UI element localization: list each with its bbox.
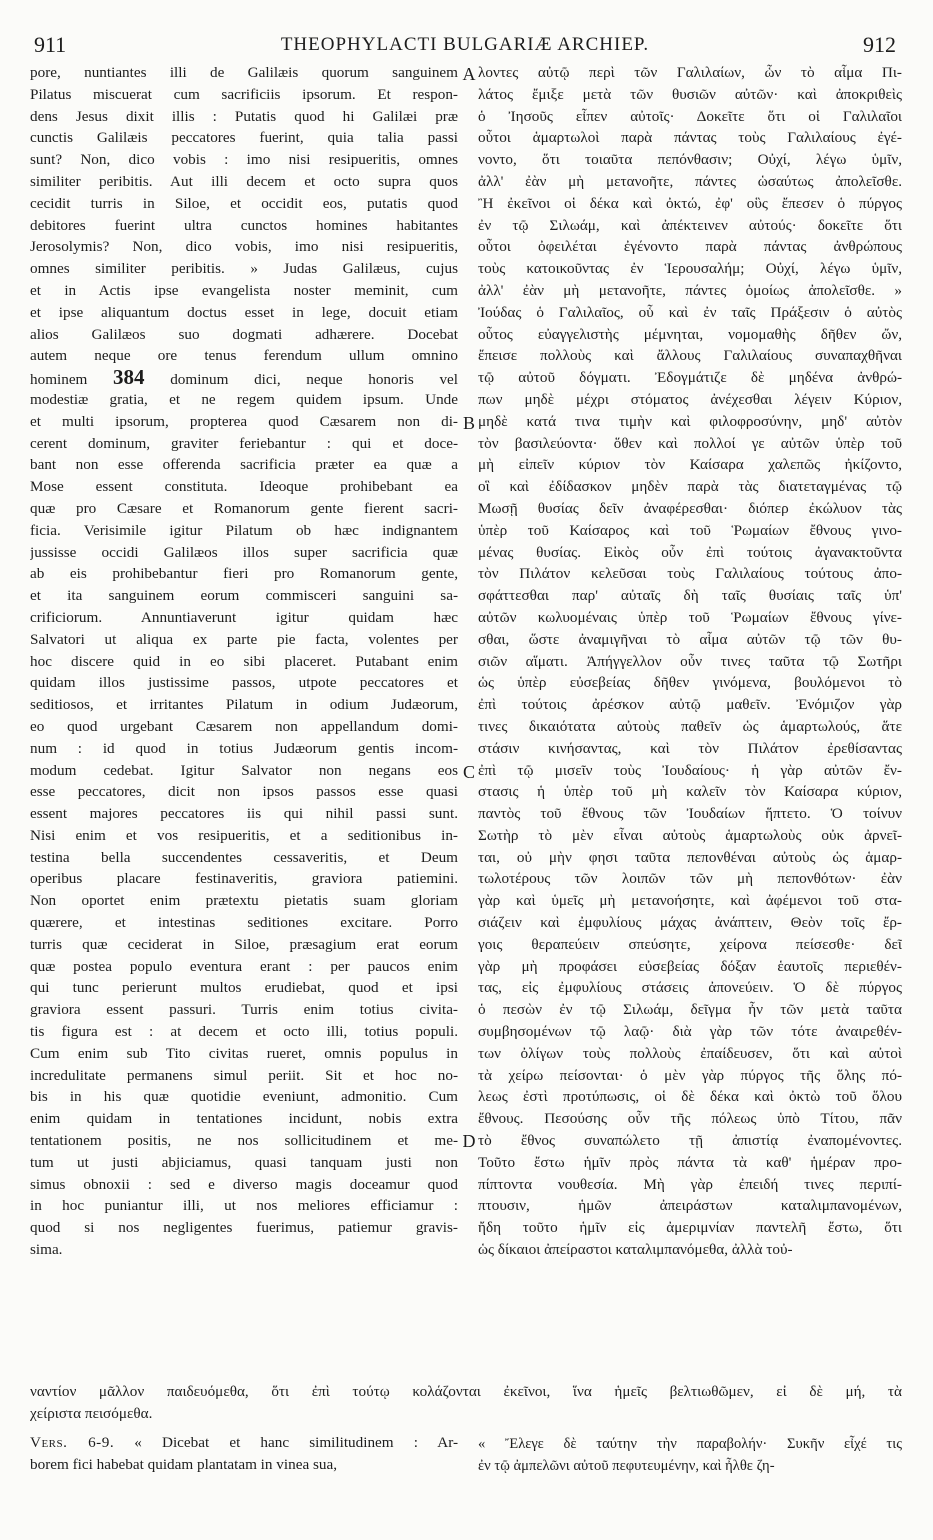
latin-line: Nisi enim et vos resipueritis, et a seditionibus in-: [30, 826, 458, 844]
latin-line: dens Jesus dixit illis : Putatis quod hi Galilæi præ: [30, 107, 458, 125]
latin-line: pore, nuntiantes illi de Galilæis quorum sanguinem: [30, 64, 458, 81]
latin-line: debitores fuerint ultra cunctos homines habitantes: [30, 216, 458, 234]
latin-line: cerent dominum, graviter feriebantur : qui et doce-: [30, 434, 458, 452]
latin-line: ficia. Verisimile igitur Pilatum ob hæc indignantem: [30, 521, 458, 539]
greek-line: ἀλλ' ἐὰν μὴ μετανοῆτε, πάντες ὁμοίως ἀπολεῖσθε. »: [478, 281, 902, 299]
greek-line: γοις θεραπεύειν σπεύσητε, χείρονα πείσεσθε· δεῖ: [478, 935, 902, 953]
latin-line: eo quod urgebant Cæsarem non appellandum domi-: [30, 717, 458, 735]
latin-line: in hoc puniantur illi, ut nos meliores efficiamur :: [30, 1197, 458, 1215]
running-header: [34, 32, 896, 56]
greek-line: ὑπὲρ τοῦ Καίσαρος καὶ τοῦ Ῥωμαίων ἔθνους γινο-: [478, 521, 902, 539]
marginal-page-number: 384: [113, 367, 145, 389]
latin-line: bant non esse offerenda sacrificia præter ea quæ a: [30, 456, 458, 474]
latin-line: sima.: [30, 1241, 63, 1259]
latin-line: essent majores peccatores iis qui nihil passi sunt.: [30, 805, 458, 823]
greek-line: ται, οὐ μὴν φησι ταῦτα πεπονθέναι αὐτοὺς ὡς ἁμαρ-: [478, 848, 902, 866]
latin-line: Pilatus miscuerat cum sacrificiis ipsorum. Et respon-: [30, 85, 458, 103]
margin-letter-b: B: [462, 413, 475, 433]
latin-line: modum cedebat. Igitur Salvator non negans eos: [30, 761, 458, 779]
greek-line: σθαι, ὥστε ἀναμιγῆναι τὸ αἷμα αὐτῶν τῷ τῶν θυ-: [478, 630, 902, 648]
greek-line: οὗτοι ἁμαρτωλοὶ παρὰ πάντας τοὺς Γαλιλαίους ἐγέ-: [478, 129, 902, 147]
greek-line: συμβησομένων τῷ λαῷ· διὰ γὰρ τῶν τότε ἀναιρεθέν-: [478, 1023, 902, 1041]
verse-latin-block: [30, 1432, 458, 1476]
greek-line: στασις ἡ ὑπὲρ τοῦ μὴ καλεῖν τὸν Καίσαρα κύριον,: [478, 783, 902, 801]
running-title: THEOPHYLACTI BULGARIÆ ARCHIEP.: [280, 34, 650, 55]
greek-line: οἳ καὶ ἐδίδασκον μηδὲν παρὰ τὰς διατεταγμένας τῷ: [478, 478, 902, 496]
latin-line: turris quæ ceciderat in Siloe, præsagium erat eorum: [30, 935, 458, 953]
greek-line: μένας θυσίας. Εἰκὸς οὖν ἐπὶ τούτοις ἀγανακτοῦντα: [478, 543, 902, 561]
latin-line: esse peccatores, dicit non ipsos passos esse quasi: [30, 783, 458, 801]
latin-line: Jerosolymis? Non, dico vobis, imo nisi resipueritis,: [30, 238, 458, 256]
latin-line: simus obnoxii : sed e diverso magis doceamur quod: [30, 1175, 458, 1193]
latin-line: qui tunc perierunt multos erudiebat, quod et ipsi: [30, 979, 458, 997]
verse-latin-line: borem fici habebat quidam plantatam in vinea sua,: [30, 1455, 338, 1473]
greek-line: τὸ ἔθνος συναπώλετο τῇ ἀπιστίᾳ ἐναπομένοντες.: [478, 1132, 902, 1150]
greek-line: ἀλλ' ἐὰν μὴ μετανοῆτε, πάντες ὡσαύτως ἀπολεῖσθε.: [478, 172, 902, 190]
greek-line: τινες δικαιότατα αὐτοὺς παθεῖν ὡς ἁμαρτωλούς, ἅτε: [478, 717, 902, 735]
greek-line: ἤδη τοῦτο ἡμῖν εἰς ἀμεριμνίαν παντελῆ ἔστω, ὅτι: [478, 1219, 902, 1237]
greek-line: τὸν Πιλάτον κελεῦσαι τοὺς Γαλιλαίους τούτους ἀπο-: [478, 565, 902, 583]
greek-line: Ἢ ἐκεῖνοι οἱ δέκα καὶ ὀκτώ, ἐφ' οὓς ἔπεσεν ὁ πύργος: [478, 194, 902, 212]
latin-line: testina bella succendentes cessaveritis, et Deum: [30, 848, 458, 866]
latin-line: quidam illos justissime passos, utpote peccatores et: [30, 674, 458, 692]
greek-line: σφάττεσθαι παρ' αὐταῖς δὴ ταῖς θυσίαις ταῖς ὑπ': [478, 587, 902, 605]
greek-line: λεως ἐστὶ προτύπωσις, οἱ δὲ δέκα καὶ ὀκτὼ τοῦ ὅλου: [478, 1088, 902, 1106]
latin-line: alios Galilæos suo dogmati adhærere. Docebat: [30, 325, 458, 343]
margin-letter-d: D: [462, 1131, 476, 1151]
greek-line: γὰρ μὴ προφάσει εὐσεβείας δόξαν ἑαυτοῖς περιεθέν-: [478, 957, 902, 975]
latin-line: quod si nos negligentes fuerimus, patiemur gravis-: [30, 1219, 458, 1237]
greek-line: ὁ Ἰησοῦς εἶπεν αὐτοῖς· Δοκεῖτε ὅτι οἱ Γαλιλαῖοι: [478, 107, 902, 125]
latin-line: sunt? Non, dico vobis : imo nisi resipueritis, omnes: [30, 151, 458, 169]
latin-line: modestiæ gratia, et ne regem quidem ipsum. Unde: [30, 390, 458, 408]
greek-continuation-line: ναντίον μᾶλλον παιδευόμεθα, ὅτι ἐπὶ τούτῳ κολάζονται ἐκεῖνοι, ἵνα ἡμεῖς βελτιωθῶμεν, εἰ δὲ μή, τὰ: [30, 1383, 902, 1400]
greek-line: πων μηδὲ μέχρι στόματος ἀνέχεσθαι λέγειν Κύριον,: [478, 390, 902, 408]
greek-line: Σωτὴρ τὸ μὲν εἶναι αὐτοὺς ἁμαρτωλοὺς οὐκ ἀρνεῖ-: [478, 826, 902, 844]
latin-line: Salvatori ut aliqua ex parte pie facta, volentes per: [30, 630, 458, 648]
greek-line: οὗτος εὐαγγελιστὴς μέμνηται, νομομαθὴς δῆθεν ὤν,: [478, 325, 902, 343]
verse-greek-line: « Ἔλεγε δὲ ταύτην τὴν παραβολήν· Συκῆν εἶχέ τις: [478, 1436, 902, 1452]
verse-latin-text: « Dicebat et hanc similitudinem : Ar-: [134, 1434, 458, 1451]
greek-continuation-line: χείριστα πεισόμεθα.: [30, 1404, 153, 1422]
greek-line: λάτος ἔμιξε μετὰ τῶν θυσιῶν αὐτῶν· καὶ ἀποκριθεὶς: [478, 85, 902, 103]
greek-line: μηδὲ κατά τινα τιμὴν καὶ φιλοφροσύνην, μηδ' αὐτὸν: [478, 412, 902, 430]
greek-line: ὡς ὑπὲρ εὐσεβείας δῆθεν γινόμενα, βουλόμενοι τὸ: [478, 674, 902, 692]
latin-line: tentationem positis, ne nos sollicitudinem et me-: [30, 1132, 458, 1150]
latin-line: operibus placare festinaveritis, graviora patiemini.: [30, 870, 458, 888]
latin-line: Cum enim sub Tito civitas rueret, omnis populus in: [30, 1044, 458, 1062]
latin-line: cunctis Galilæis peccatores fuerint, quia talia passi: [30, 129, 458, 147]
greek-line: ἐπὶ τούτοις ἀρέσκον αὐτῷ μαθεῖν. Ἐνόμιζον γὰρ: [478, 696, 902, 714]
greek-line: πίπτοντα νουθεσία. Μὴ γὰρ ἐπειδή τινες περιπί-: [478, 1175, 902, 1193]
verse-greek-block: [478, 1434, 902, 1478]
latin-line: num : id quod in totius Judæorum gentis incom-: [30, 739, 458, 757]
greek-line: νοντο, ὅτι τοιαῦτα πεπόνθασιν; Οὐχί, λέγω ὑμῖν,: [478, 151, 902, 169]
latin-line: crificiorum. Annuntiaverunt igitur quidam hæc: [30, 608, 458, 626]
latin-line: Mose essent constituta. Ideoque prohibebant ea: [30, 478, 458, 496]
greek-line: τοὺς κατοικοῦντας ἐν Ἱερουσαλήμ; Οὐχί, λέγω ὑμῖν,: [478, 260, 902, 278]
latin-line: tum ut justi abjiciamus, quasi tanquam justi non: [30, 1153, 458, 1171]
latin-line: seditiosos, et irritantes Pilatum in odium Judæorum,: [30, 696, 458, 714]
latin-line: et multi ipsorum, propterea quod Cæsarem non di-: [30, 412, 458, 430]
greek-line: παντὸς τοῦ ἔθνους τῶν Ἰουδαίων ἥπτετο. Ὁ τοίνυν: [478, 805, 902, 823]
latin-line: autem neque ore tenus ferendum ullum omnino: [30, 347, 458, 365]
greek-line: οὗτοι ὀφειλέται ἐγένοντο παρὰ πάντας ἀνθρώπους: [478, 238, 902, 256]
greek-line: μὴ εἰπεῖν κύριον τὸν Καίσαρα χαλεπῶς ἠκίζοντο,: [478, 456, 902, 474]
greek-line: σιάζειν καὶ ἐμφυλίους μάχας ἀνάπτειν, Θεὸν τοῖς ἔρ-: [478, 914, 902, 932]
greek-line: ὡς δίκαιοι ἀπείραστοι καταλιμπανόμεθα, ἀλλὰ τοὐ-: [478, 1241, 793, 1259]
latin-line: bis in his quæ quotidie eveniunt, admonitio. Cum: [30, 1088, 458, 1106]
greek-line: ἐν τῷ Σιλωάμ, καὶ ἀπέκτεινεν αὐτούς· δοκεῖτε ὅτι: [478, 216, 902, 234]
latin-line: cecidit turris in Siloe, et occidit eos, putatis quod: [30, 194, 458, 212]
greek-line: τῷ αὐτοῦ δόγματι. Ἐδογμάτιζε δὲ μηδένα ἀνθρώ-: [478, 369, 902, 387]
latin-line: et ipse aliquantum doctus esset in lege, docuit etiam: [30, 303, 458, 321]
greek-line: ἔπεισε πολλοὺς καὶ ἄλλους Γαλιλαίους συναπαχθῆναι: [478, 347, 902, 365]
latin-line: enim quidam in tentationes incidunt, nobis extra: [30, 1110, 458, 1128]
verse-greek-line: ἐν τῷ ἀμπελῶνι αὐτοῦ πεφυτευμένην, καὶ ἦλθε ζη-: [478, 1457, 775, 1474]
greek-line: γὰρ καὶ ὑμεῖς μὴ μετανοήσητε, καὶ ἀφέμενοι τοῦ στα-: [478, 892, 902, 910]
greek-line: τας, εἰς ἐμφυλίους στάσεις ἀπονεύειν. Ὁ δὲ πύργος: [478, 979, 902, 997]
greek-line: Τοῦτο ἔστω ἡμῖν πρὸς πάντα τὰ καθ' ἡμέραν προ-: [478, 1153, 902, 1171]
latin-line: omnes similiter peribitis. » Judas Galilæus, cujus: [30, 260, 458, 278]
latin-line: ab eis prohibebantur fieri pro Romanorum gente,: [30, 565, 458, 583]
latin-line: hominem 384 dominum dici, neque honoris vel: [30, 367, 458, 389]
greek-line: τωλοτέρους τῶν λοιπῶν τῶν μὴ πεπονθότων· ἐὰν: [478, 870, 902, 888]
greek-line: λοντες αὐτῷ περὶ τῶν Γαλιλαίων, ὧν τὸ αἷμα Πι-: [478, 64, 902, 81]
verse-latin-line: [30, 1432, 458, 1454]
greek-line: ἐπὶ τῷ μισεῖν τοὺς Ἰουδαίους· ἡ γὰρ αὐτῶν ἔν-: [478, 761, 902, 779]
latin-line: hoc discere quid in eo sibi placeret. Putabant enim: [30, 652, 458, 670]
greek-line: ἔθνους. Πεσούσης οὖν τῆς πόλεως ὑπὸ Τίτου, πᾶν: [478, 1110, 902, 1128]
latin-line: quæ pro Cæsare et Romanorum gente fierent sacri-: [30, 499, 458, 517]
greek-line: τὸν βασιλεύοντα· ὅθεν καὶ πολλοί γε αὐτῶν ὑπὲρ τοῦ: [478, 434, 902, 452]
greek-line: σιῶν αἵματι. Ἀπήγγελλον οὖν τινες ταῦτα τῷ Σωτῆρι: [478, 652, 902, 670]
greek-line: αὐτῶν κωλυομέναις ὑπὲρ τοῦ Ῥωμαίων ἔθνους γίνε-: [478, 608, 902, 626]
latin-line: et in Actis ipse evangelista noster meminit, cum: [30, 281, 458, 299]
latin-line: jussisse occidi Galilæos illos super sacrificia quæ: [30, 543, 458, 561]
greek-line: τὰ χείρω πείσονται· ὁ μὲν γὰρ πύργος τῆς ὅλης πό-: [478, 1066, 902, 1084]
greek-line: Ἰούδας ὁ Γαλιλαῖος, οὗ καὶ ἐν ταῖς Πράξεσιν ὁ αὐτὸς: [478, 303, 902, 321]
greek-line: πτουσιν, ἡμῶν ἀπειράστων καταλιμπανομένων,: [478, 1197, 902, 1215]
latin-line: incredulitate permanens simul periit. Sit et hoc no-: [30, 1066, 458, 1084]
greek-line: στάσιν κινήσαντας, καὶ τὸν Πιλάτον ἐρεθίσαντας: [478, 739, 902, 757]
page-number-right: 912: [863, 32, 896, 57]
latin-line: quærere, et intestinas seditiones excitare. Porro: [30, 914, 458, 932]
margin-letter-c: C: [462, 762, 475, 782]
greek-line: Μωσῇ θυσίας δεῖν ἀναφέρεσθαι· διόπερ ἐκώλυον τὰς: [478, 499, 902, 517]
page-number-left: 911: [34, 32, 67, 57]
latin-line: graviora essent passuri. Turris enim totius civita-: [30, 1001, 458, 1019]
greek-line: ὁ πεσὼν ἐν τῷ Σιλωάμ, δεῖγμα ἦν τῶν μετὰ ταῦτα: [478, 1001, 902, 1019]
latin-line: similiter peribitis. Aut illi decem et octo supra quos: [30, 172, 458, 190]
full-width-text: [30, 1381, 902, 1425]
latin-line: et ita sanguinem eorum commisceri sanguini sa-: [30, 587, 458, 605]
greek-line: των ὀλίγων τοὺς πολλοὺς ἐπαίδευσεν, ὅτι καὶ αὐτοὶ: [478, 1044, 902, 1062]
latin-line: quæ postea populo eventura erant : per paucos enim: [30, 957, 458, 975]
margin-letter-a: A: [462, 64, 476, 84]
verse-label: Vers. 6-9.: [30, 1434, 115, 1451]
latin-line: Non oportet enim prætextu pietatis suam gloriam: [30, 892, 458, 910]
greek-column: [478, 62, 902, 1261]
latin-column: [30, 62, 458, 1261]
latin-line: tis figura est : at decem et octo illi, totius populi.: [30, 1023, 458, 1041]
